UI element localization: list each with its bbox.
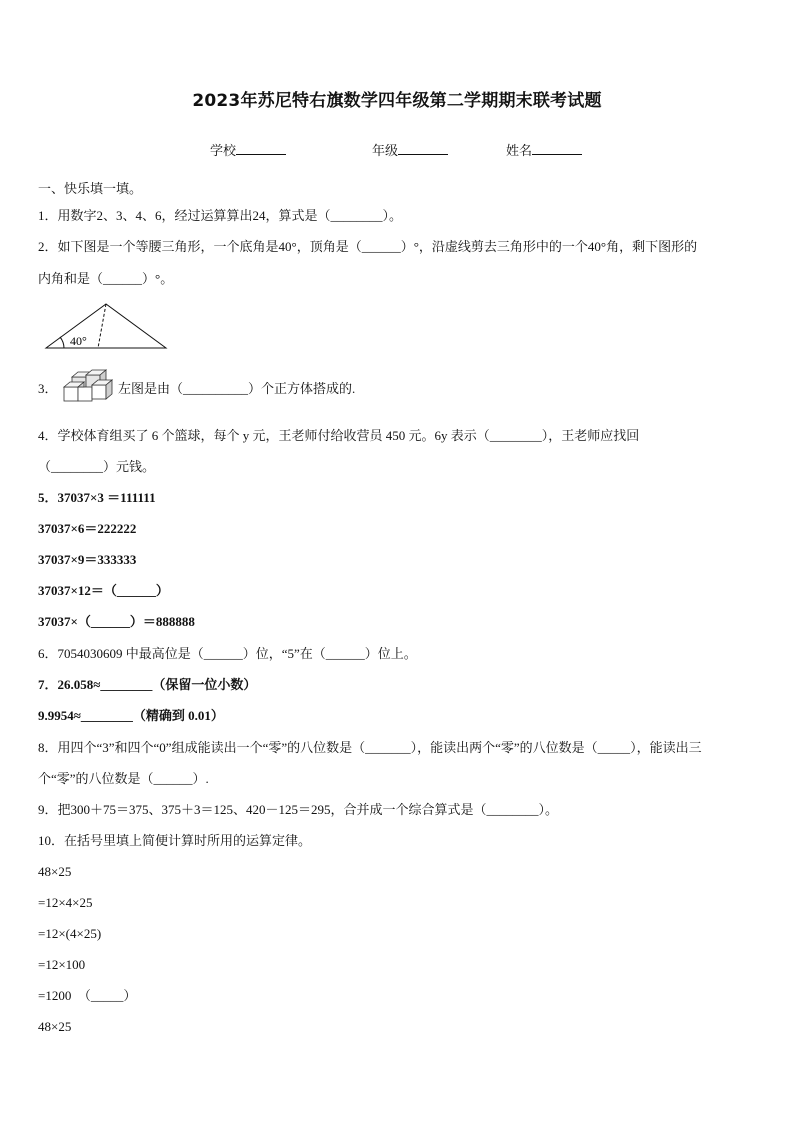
page-title: 2023年苏尼特右旗数学四年级第二学期期末联考试题 bbox=[192, 91, 602, 111]
question-7-line-2: 9.9954≈________（精确到 0.01） bbox=[38, 708, 224, 723]
question-7-line-1: 7．26.058≈________（保留一位小数） bbox=[38, 677, 257, 692]
cubes-figure bbox=[58, 367, 118, 407]
calc-line: =1200 （_____） bbox=[38, 988, 137, 1003]
question-6: 6．7054030609 中最高位是（______）位，“5”在（______）位上。 bbox=[38, 646, 417, 661]
grade-field[interactable] bbox=[372, 140, 448, 159]
section-heading: 一、快乐填一填。 bbox=[38, 181, 143, 196]
calc-line: 48×25 bbox=[38, 1019, 72, 1034]
name-field[interactable] bbox=[506, 140, 582, 159]
question-5-line-2: 37037×6＝222222 bbox=[38, 521, 137, 536]
question-2-line-2: 内角和是（______）°。 bbox=[38, 271, 174, 286]
question-5-line-3: 37037×9＝333333 bbox=[38, 552, 137, 567]
question-8-line-1: 8．用四个“3”和四个“0”组成能读出一个“零”的八位数是（_______），能读出两个“零”的八位数是（_____），能读出三 bbox=[38, 740, 702, 755]
question-5-line-4: 37037×12＝（______） bbox=[38, 583, 169, 598]
school-field[interactable] bbox=[210, 140, 286, 159]
question-4-line-2: （________）元钱。 bbox=[38, 459, 156, 474]
name-label: 姓名 bbox=[506, 143, 533, 158]
question-3-number: 3． bbox=[38, 381, 58, 396]
grade-label: 年级 bbox=[372, 143, 399, 158]
angle-label: 40° bbox=[70, 334, 87, 348]
calc-line: =12×4×25 bbox=[38, 895, 93, 910]
question-8-line-2: 个“零”的八位数是（______）. bbox=[38, 771, 209, 786]
calc-line: 48×25 bbox=[38, 864, 72, 879]
question-5-line-5: 37037×（______）＝888888 bbox=[38, 614, 195, 629]
question-5-line-1: 5．37037×3 ＝111111 bbox=[38, 490, 156, 505]
question-9: 9．把300＋75＝375、375＋3＝125、420－125＝295，合并成一个综合算式是（________）。 bbox=[38, 802, 559, 817]
calc-line: =12×(4×25) bbox=[38, 926, 102, 941]
question-10: 10．在括号里填上简便计算时所用的运算定律。 bbox=[38, 833, 312, 848]
isosceles-triangle-figure bbox=[44, 302, 170, 354]
school-label: 学校 bbox=[210, 143, 237, 158]
question-2-line-1: 2．如下图是一个等腰三角形，一个底角是40°，顶角是（______）°，沿虚线剪去三角形中的一个40°角，剩下图形的 bbox=[38, 239, 698, 254]
name-blank[interactable] bbox=[532, 143, 582, 155]
grade-blank[interactable] bbox=[398, 143, 448, 155]
question-1: 1．用数字2、3、4、6，经过运算算出24，算式是（________）。 bbox=[38, 208, 403, 223]
question-3-text: 左图是由（__________）个正方体搭成的. bbox=[118, 381, 356, 396]
school-blank[interactable] bbox=[236, 143, 286, 155]
calc-line: =12×100 bbox=[38, 957, 86, 972]
question-4-line-1: 4．学校体育组买了 6 个篮球，每个 y 元，王老师付给收营员 450 元。6y 表示（________），王老师应找回 bbox=[38, 428, 640, 443]
